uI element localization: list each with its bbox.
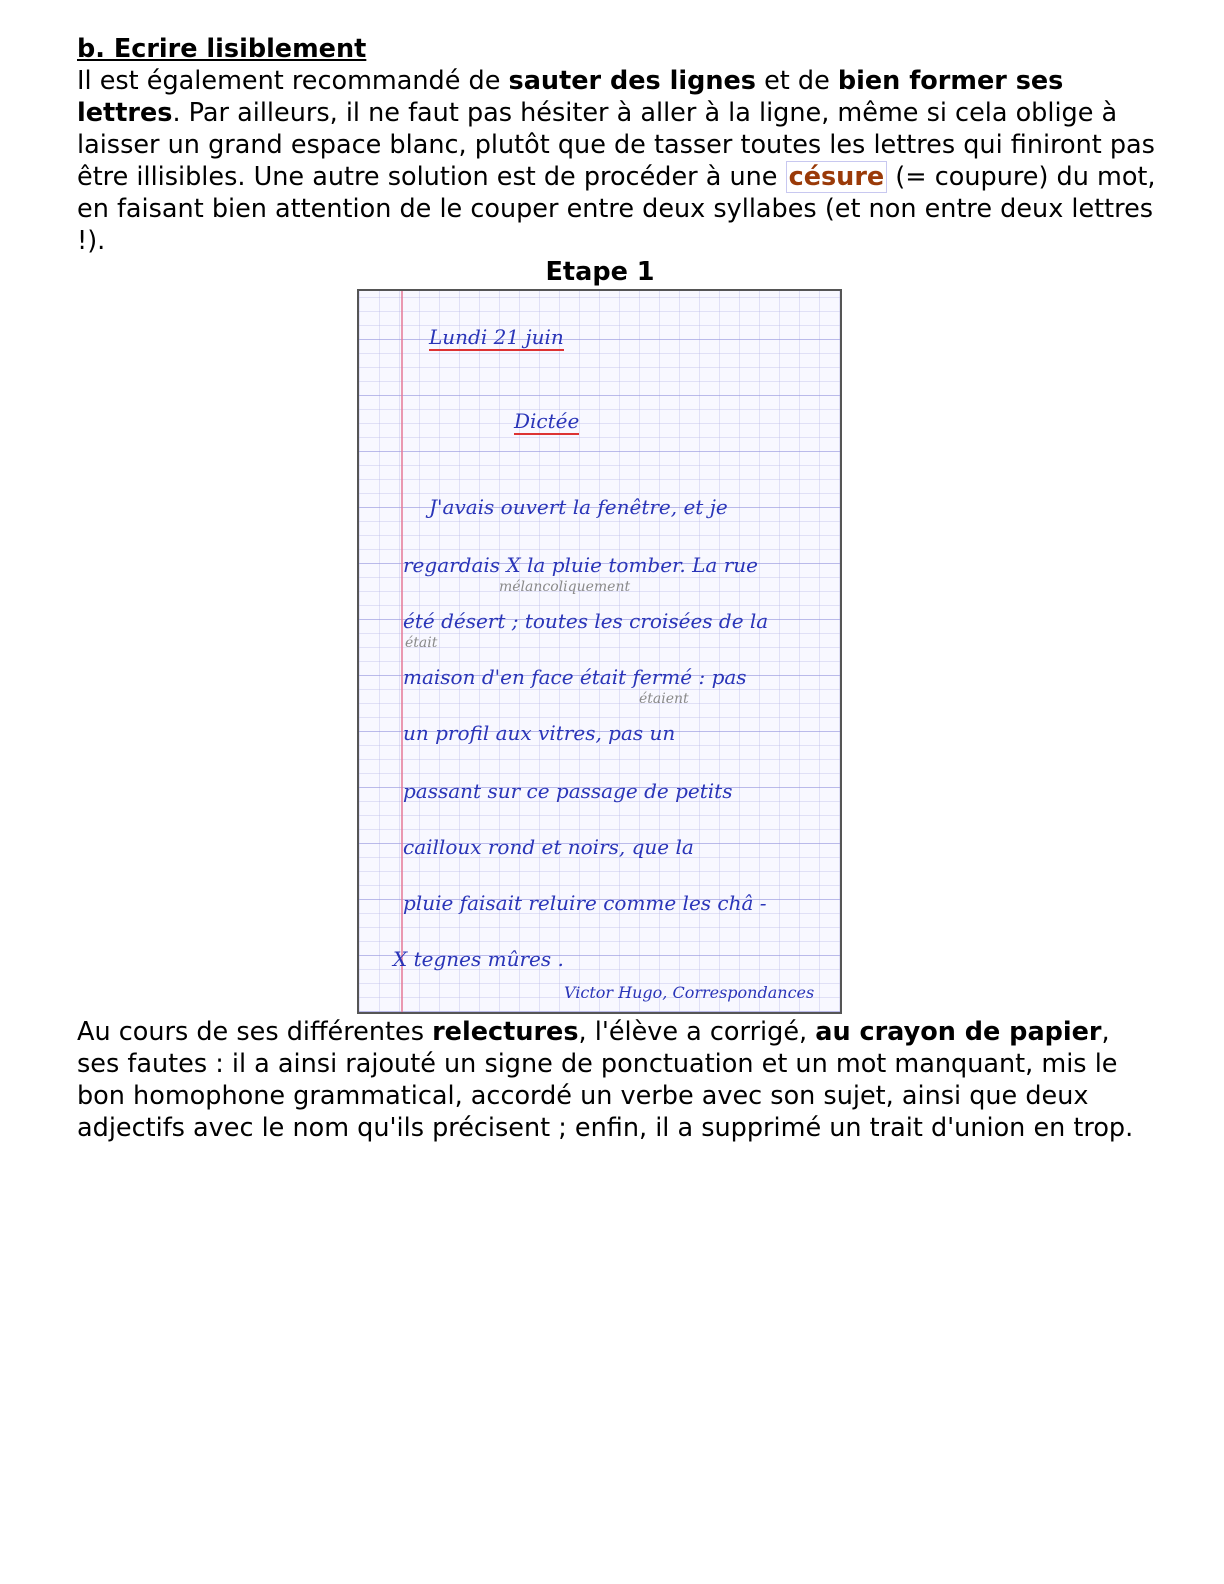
after-text-1: Au cours de ses différentes [77,1017,433,1047]
dictation-signature: Victor Hugo, Correspondances [564,983,815,1002]
cesure-link[interactable]: césure [786,161,888,193]
dictation-line: été désert ; toutes les croisées de la [403,609,769,633]
dictation-line: pluie faisait reluire comme les châ - [403,891,767,915]
intro-text-2: et de [755,66,838,96]
dictation-date: Lundi 21 juin [429,325,564,349]
intro-section [77,33,1157,257]
dictation-line: cailloux rond et noirs, que la [403,835,694,859]
dictation-line: passant sur ce passage de petits [403,779,733,803]
intro-text-4: (= coupure) du mot, en faisant bien attention de le couper entre deux syllabes (et non entre deux lettres !). [77,162,1156,256]
intro-text-1: Il est également recommandé de [77,66,509,96]
dictation-line: un profil aux vitres, pas un [403,721,676,745]
pencil-correction: était [405,635,438,651]
handwritten-dictation-image [357,289,842,1014]
section-heading: b. Ecrire lisiblement [77,34,367,64]
bold-relectures: relectures [432,1017,579,1047]
bold-sauter-des-lignes: sauter des lignes [508,66,756,96]
dictation-line: X tegnes mûres . [393,947,564,971]
bold-bien-former: bien former ses lettres [77,66,1064,128]
figure-caption: Etape 1 [545,257,655,287]
after-text-3: , ses fautes : il a ainsi rajouté un signe de ponctuation et un mot manquant, mis le bon homophone grammatical, accordé un verbe avec son sujet, ainsi que deux adjectifs avec le nom qu'ils précisent ; enfin, il a supprimé un trait d'union en trop. [77,1017,1134,1143]
after-text-2: , l'élève a corrigé, [578,1017,816,1047]
bold-au-crayon: au crayon de papier [815,1017,1102,1047]
dictation-title: Dictée [514,409,580,433]
dictation-line: J'avais ouvert la fenêtre, et je [429,495,728,519]
pencil-correction: mélancoliquement [499,579,631,595]
dictation-line: regardais X la pluie tomber. La rue [403,553,758,577]
pencil-correction: étaient [639,691,689,707]
intro-text-3: . Par ailleurs, il ne faut pas hésiter à aller à la ligne, même si cela oblige à laisser un grand espace blanc, plutôt que de tasser toutes les lettres qui finiront pas être illisibles. Une autre solution est de procéder à une [77,98,1155,192]
after-figure-paragraph [77,1016,1157,1144]
dictation-line: maison d'en face était fermé : pas [403,665,747,689]
